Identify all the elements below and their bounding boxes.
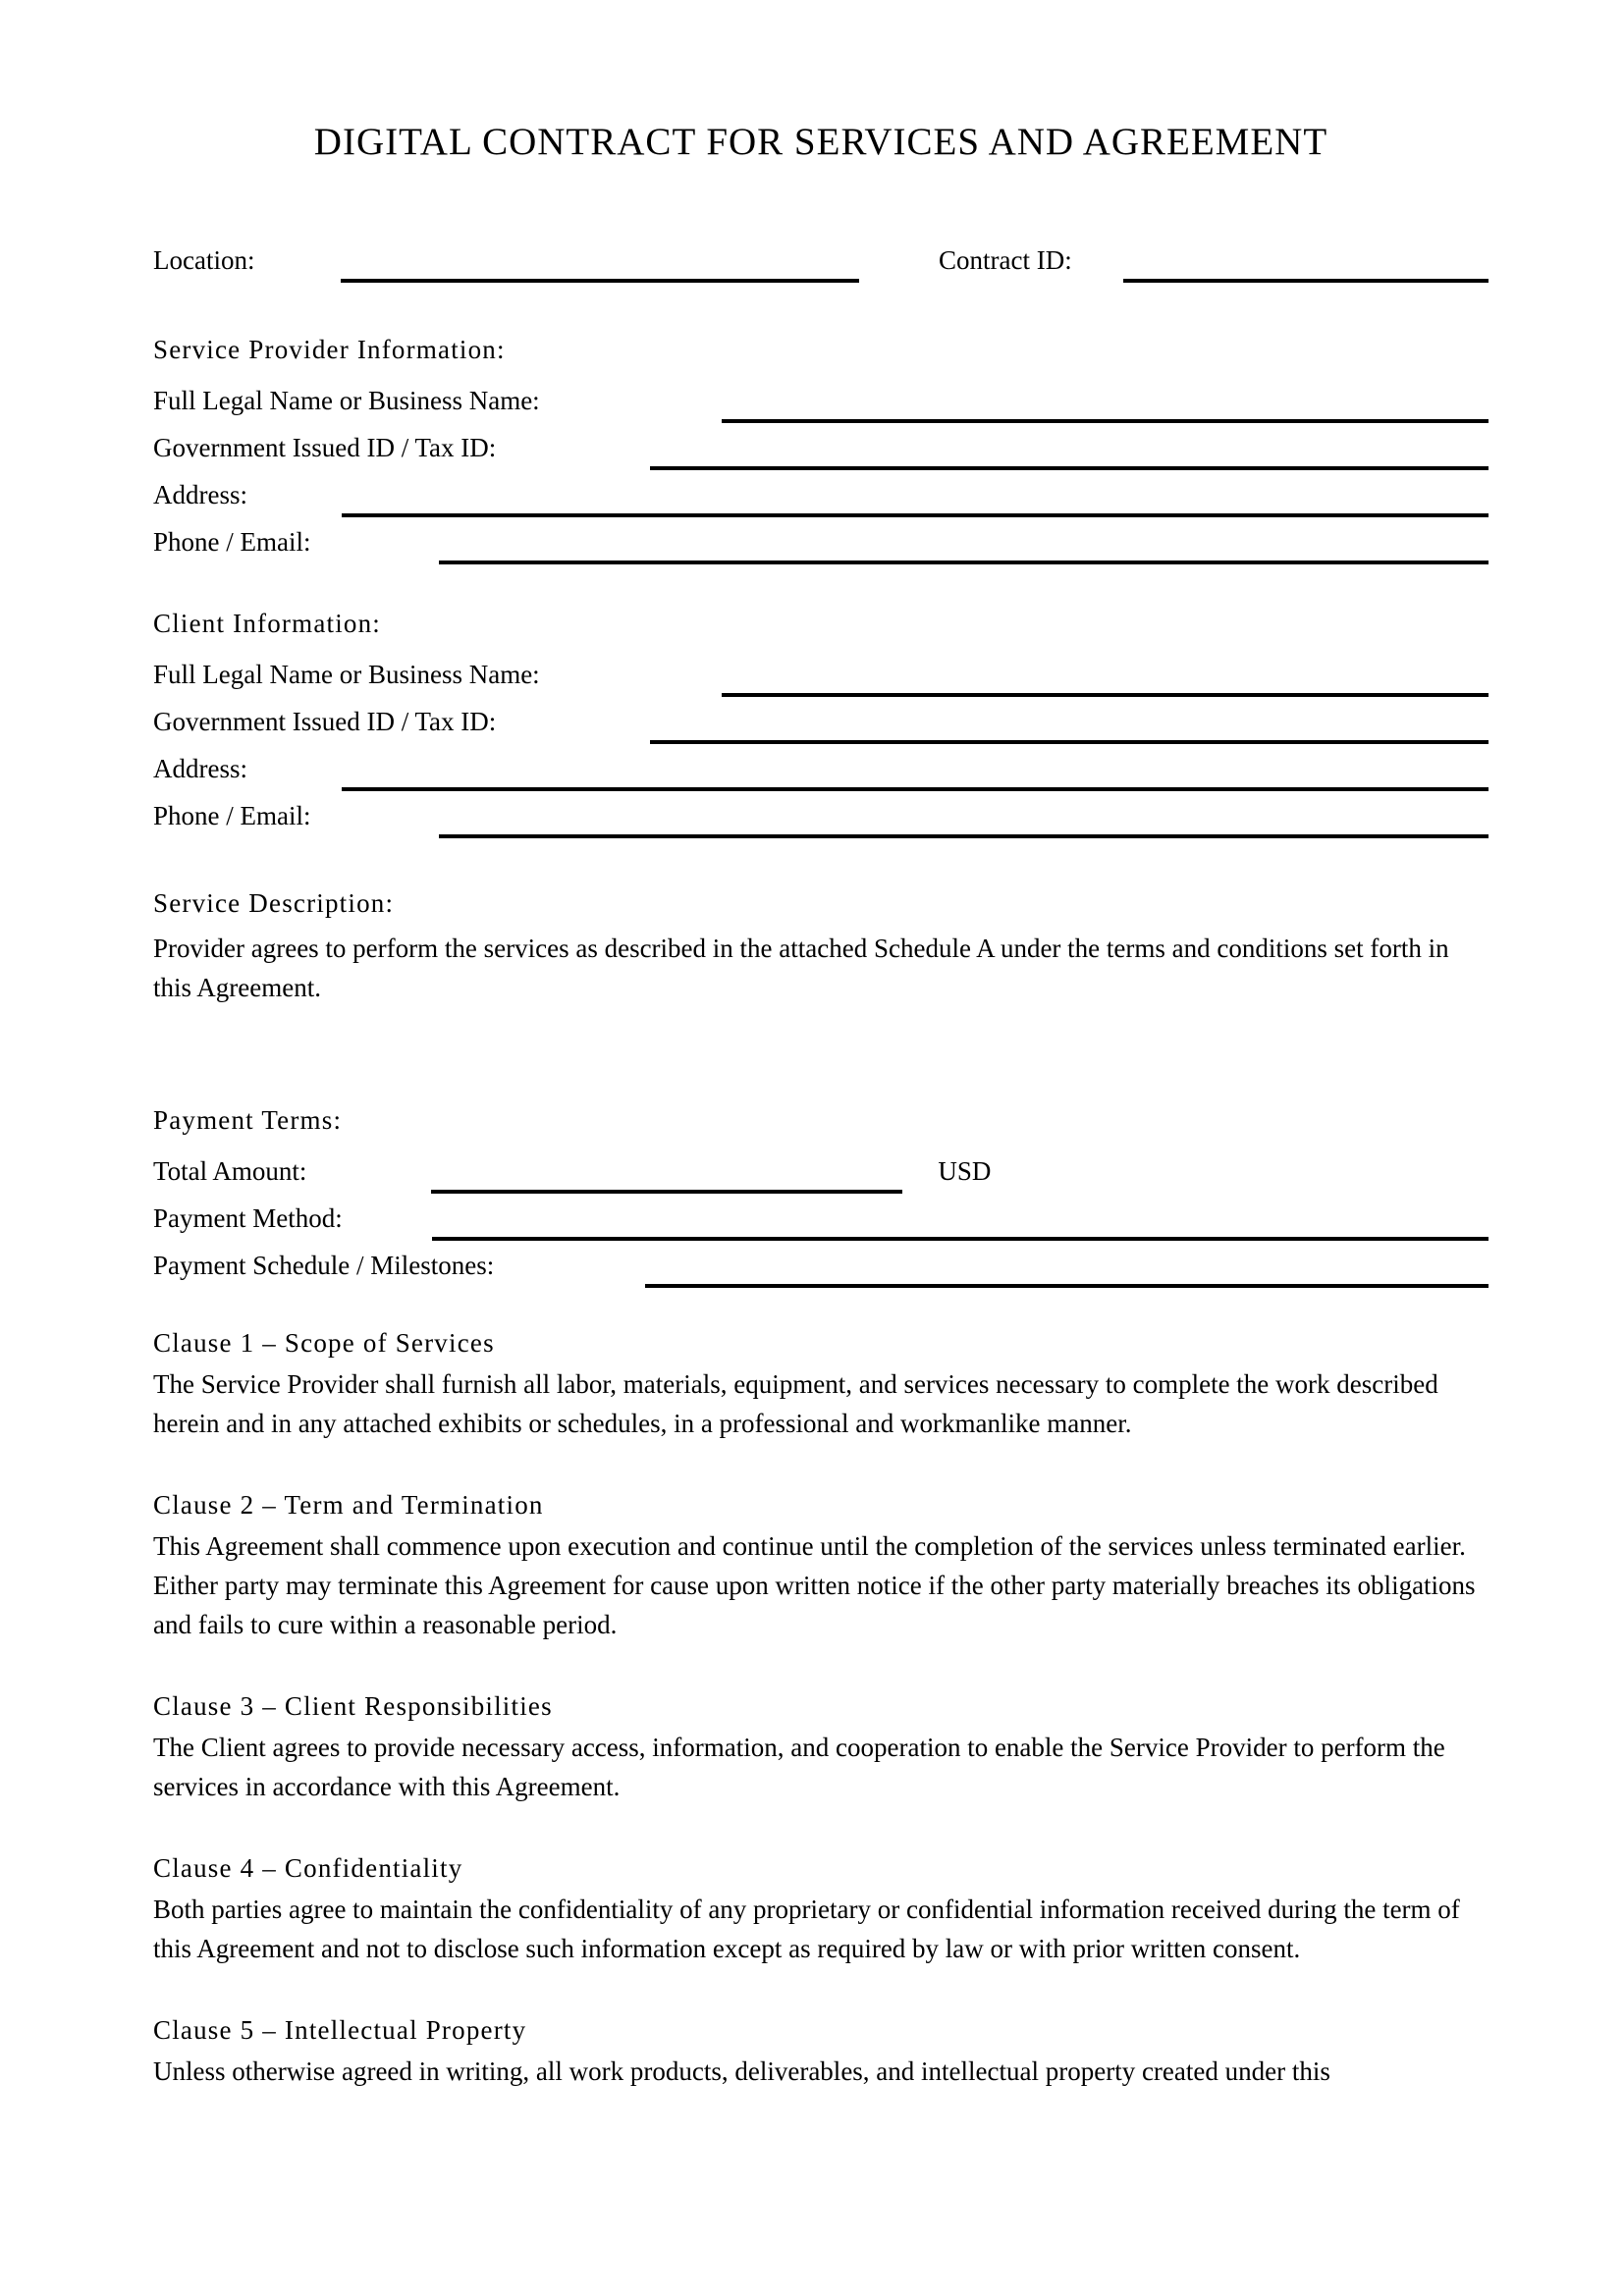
contract-id-field (939, 245, 1489, 276)
client-address-label: Address: (153, 753, 247, 783)
clause-1-scope-of-services (153, 1328, 1489, 1443)
provider-section-heading: Service Provider Information: (153, 334, 506, 364)
client-gov-id-row (153, 690, 1489, 737)
service-description-heading: Service Description: (153, 887, 395, 918)
clause-4-heading: Clause 4 – Confidentiality (153, 1852, 463, 1883)
clause-3-client-responsibilities (153, 1691, 1489, 1806)
provider-address-label: Address: (153, 479, 247, 509)
client-phone-email-fill-line[interactable] (439, 834, 1489, 838)
provider-gov-id-label: Government Issued ID / Tax ID: (153, 432, 497, 462)
client-gov-id-label: Government Issued ID / Tax ID: (153, 706, 497, 736)
clause-1-body: The Service Provider shall furnish all labor, materials, equipment, and services necessary to complete the work described herein and in any attached exhibits or schedules, in a professional and workmanlike manner. (153, 1368, 1438, 1438)
location-field (153, 245, 859, 276)
clause-2-body: This Agreement shall commence upon execution and continue until the completion of the services unless terminated earlier. Either party may terminate this Agreement for cause upon written notice if the other party materially breaches its obligations and fails to cure within a reasonable period. (153, 1530, 1476, 1639)
provider-phone-email-fill-line[interactable] (439, 561, 1489, 564)
provider-address-row (153, 463, 1489, 510)
location-contract-row (153, 227, 1489, 276)
clause-5-intellectual-property (153, 2015, 1489, 2091)
provider-address-fill-line[interactable] (342, 513, 1489, 517)
total-amount-fill-line[interactable] (431, 1190, 902, 1194)
client-address-fill-line[interactable] (342, 787, 1489, 791)
clause-2-heading: Clause 2 – Term and Termination (153, 1489, 544, 1520)
provider-full-name-label: Full Legal Name or Business Name: (153, 385, 540, 415)
payment-schedule-label: Payment Schedule / Milestones: (153, 1250, 495, 1280)
client-phone-email-row (153, 784, 1489, 831)
clause-4-body: Both parties agree to maintain the confidentiality of any proprietary or confidential information received during the term of this Agreement and not to disclose such information except as required by law or with prior written consent. (153, 1894, 1460, 1963)
clause-4-confidentiality (153, 1853, 1489, 1968)
location-fill-line[interactable] (341, 279, 859, 283)
client-gov-id-fill-line[interactable] (650, 740, 1489, 744)
payment-schedule-row (153, 1234, 1489, 1281)
client-full-name-row (153, 643, 1489, 690)
provider-full-name-fill-line[interactable] (722, 419, 1489, 423)
provider-gov-id-fill-line[interactable] (650, 466, 1489, 470)
provider-phone-email-label: Phone / Email: (153, 526, 311, 557)
payment-terms-heading: Payment Terms: (153, 1104, 343, 1135)
client-address-row (153, 737, 1489, 784)
contract-id-fill-line[interactable] (1123, 279, 1489, 283)
client-section-heading: Client Information: (153, 608, 382, 638)
total-amount-label: Total Amount: (153, 1155, 307, 1186)
client-full-name-label: Full Legal Name or Business Name: (153, 659, 540, 689)
document-title: DIGITAL CONTRACT FOR SERVICES AND AGREEMENT (313, 121, 1328, 163)
payment-method-fill-line[interactable] (432, 1237, 1489, 1241)
contract-id-label: Contract ID: (939, 244, 1072, 275)
payment-method-row (153, 1187, 1489, 1234)
client-full-name-fill-line[interactable] (722, 693, 1489, 697)
client-phone-email-label: Phone / Email: (153, 800, 311, 830)
clause-1-heading: Clause 1 – Scope of Services (153, 1327, 495, 1358)
provider-phone-email-row (153, 510, 1489, 558)
payment-method-label: Payment Method: (153, 1202, 343, 1233)
provider-full-name-row (153, 369, 1489, 416)
clause-5-heading: Clause 5 – Intellectual Property (153, 2014, 527, 2045)
location-label: Location: (153, 244, 255, 275)
currency-label: USD (938, 1155, 992, 1186)
clause-5-body: Unless otherwise agreed in writing, all work products, deliverables, and intellectual property created under this (153, 2056, 1330, 2086)
provider-gov-id-row (153, 416, 1489, 463)
service-description-body: Provider agrees to perform the services as described in the attached Schedule A under the terms and conditions set forth in this Agreement. (153, 933, 1449, 1002)
clause-2-term-and-termination (153, 1490, 1489, 1644)
clause-3-body: The Client agrees to provide necessary access, information, and cooperation to enable the Service Provider to perform the services in accordance with this Agreement. (153, 1732, 1445, 1801)
payment-schedule-fill-line[interactable] (645, 1284, 1489, 1288)
total-amount-row (153, 1140, 1489, 1187)
clause-3-heading: Clause 3 – Client Responsibilities (153, 1690, 553, 1721)
